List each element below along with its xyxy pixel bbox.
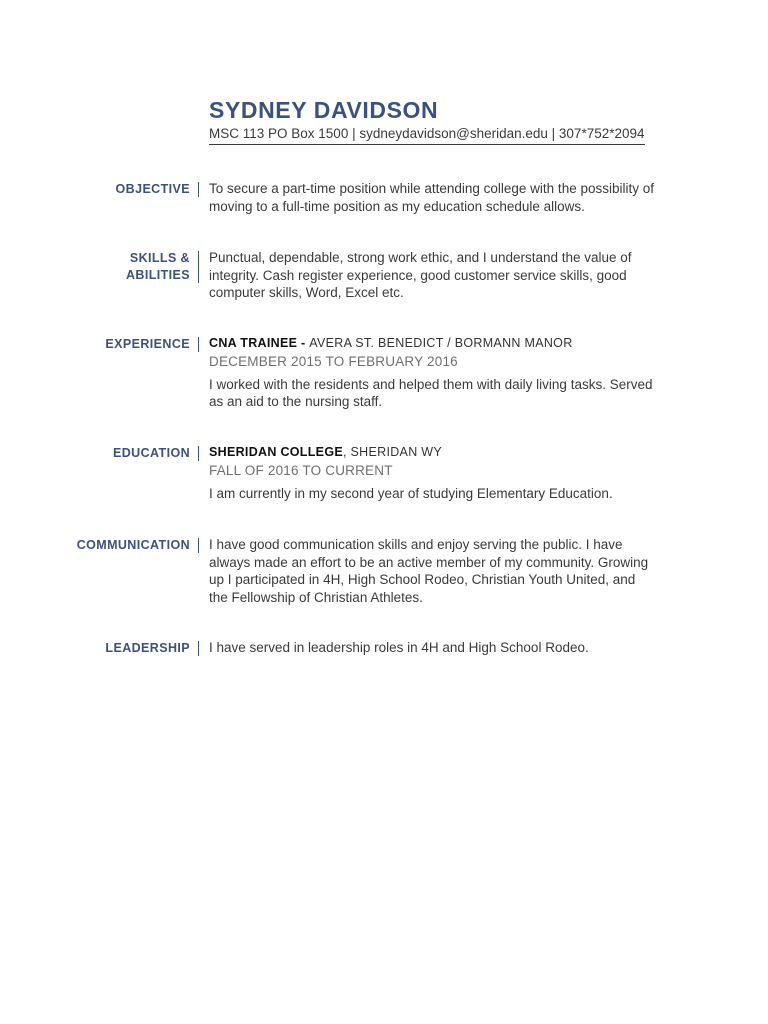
experience-label: EXPERIENCE bbox=[105, 337, 190, 351]
leadership-label: LEADERSHIP bbox=[105, 641, 190, 655]
skills-text: Punctual, dependable, strong work ethic, and I understand the value of integrity. Cash register experience, good customer service skills, good computer skills, Word, Excel etc. bbox=[209, 250, 632, 300]
section-divider bbox=[198, 538, 199, 553]
job-title: CNA TRAINEE - bbox=[209, 336, 310, 350]
objective-label: OBJECTIVE bbox=[115, 182, 190, 196]
section-divider bbox=[198, 446, 199, 461]
experience-description: I worked with the residents and helped them with daily living tasks. Served as an aid to the nursing staff. bbox=[209, 376, 653, 409]
skills-label bbox=[40, 250, 190, 284]
contact-line: MSC 113 PO Box 1500 | sydneydavidson@sheridan.edu | 307*752*2094 bbox=[209, 125, 645, 145]
section-divider bbox=[198, 641, 199, 656]
education-description: I am currently in my second year of studying Elementary Education. bbox=[209, 485, 613, 501]
experience-content bbox=[209, 335, 659, 411]
communication-text: I have good communication skills and enjoy serving the public. I have always made an effort to be an active member of my community. Growing up I participated in 4H, High School Rodeo, Christian Youth United, and the Fellowship of Christian Athletes. bbox=[209, 537, 649, 605]
experience-role-line bbox=[209, 335, 659, 353]
section-divider bbox=[198, 251, 199, 283]
skills-label-line1: SKILLS & bbox=[129, 251, 190, 265]
applicant-name: SYDNEY DAVIDSON bbox=[209, 97, 439, 123]
leadership-text: I have served in leadership roles in 4H and High School Rodeo. bbox=[209, 640, 589, 655]
education-school-line bbox=[209, 444, 659, 462]
education-content bbox=[209, 444, 659, 502]
education-label: EDUCATION bbox=[113, 446, 190, 460]
section-divider bbox=[198, 337, 199, 352]
experience-dates: DECEMBER 2015 TO FEBRUARY 2016 bbox=[209, 353, 458, 369]
resume-header bbox=[209, 96, 645, 145]
education-dates: FALL OF 2016 TO CURRENT bbox=[209, 462, 393, 478]
school-name: SHERIDAN COLLEGE bbox=[209, 445, 343, 459]
employer-name: AVERA ST. BENEDICT / BORMANN MANOR bbox=[309, 336, 573, 350]
section-divider bbox=[198, 182, 199, 197]
skills-label-line2: ABILITIES bbox=[125, 268, 190, 282]
objective-text: To secure a part-time position while attending college with the possibility of moving to a full-time position as my education schedule allows. bbox=[209, 181, 654, 214]
school-location: , SHERIDAN WY bbox=[342, 445, 443, 459]
communication-label: COMMUNICATION bbox=[76, 538, 190, 552]
